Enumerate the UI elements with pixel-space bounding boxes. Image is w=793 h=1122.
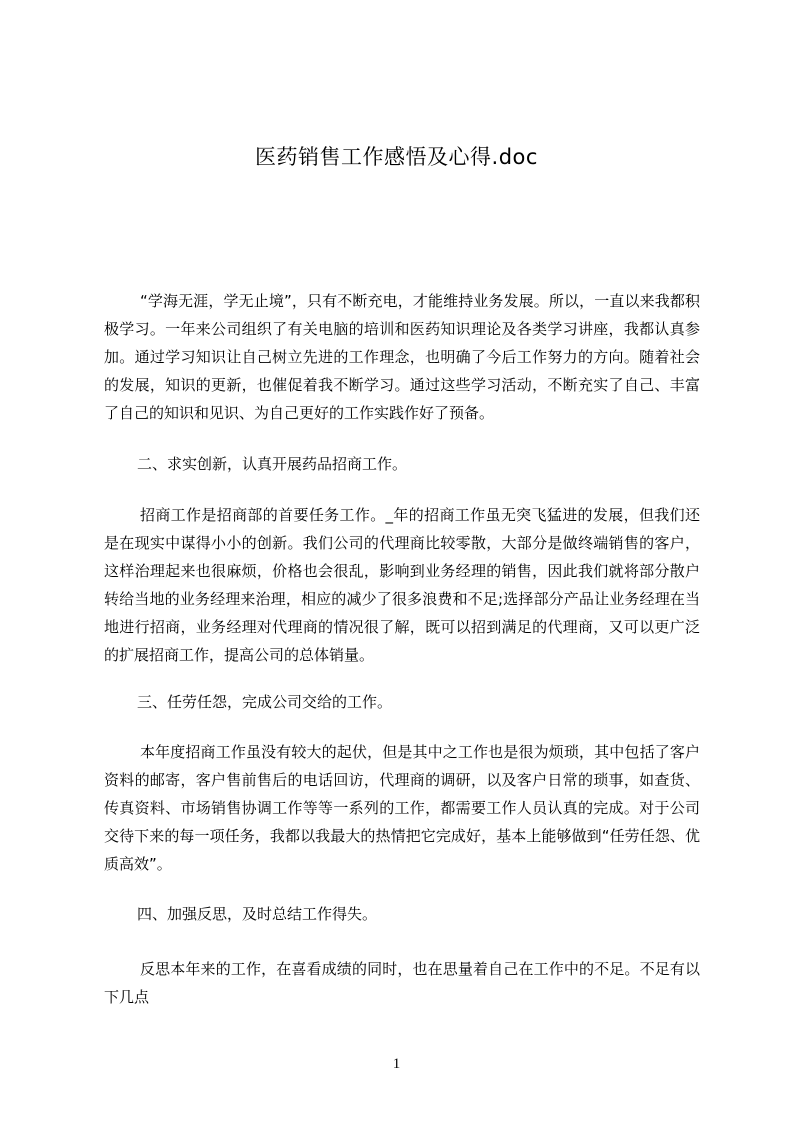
paragraph-investment-work: 招商工作是招商部的首要任务工作。_年的招商工作虽无突飞猛进的发展，但我们还是在现实中谋得小小的创新。我们公司的代理商比较零散，大部分是做终端销售的客户，这样治理起来也很麻烦，价格也会很乱，影响到业务经理的销售，因此我们就将部分散户转给当地的业务经理来治理，相应的减少了很多浪费和不足;选择部分产品让业务经理在当地进行招商，业务经理对代理商的情况很了解，既可以招到满足的代理商，又可以更广泛的扩展招商工作，提高公司的总体销量。 bbox=[104, 506, 700, 664]
page-number: 1 bbox=[392, 1056, 401, 1072]
paragraph-reflection: 反思本年来的工作，在喜看成绩的同时，也在思量着自己在工作中的不足。不足有以下几点 bbox=[104, 960, 700, 1006]
paragraph-learning: “学海无涯，学无止境”，只有不断充电，才能维持业务发展。所以，一直以来我都积极学习。一年来公司组织了有关电脑的培训和医药知识理论及各类学习讲座，我都认真参加。通过学习知识让自己树立先进的工作理念，也明确了今后工作努力的方向。随着社会的发展，知识的更新，也催促着我不断学习。通过这些学习活动，不断充实了自己、丰富了自己的知识和见识、为自己更好的工作实践作好了预备。 bbox=[104, 292, 700, 422]
paragraph-daily-work: 本年度招商工作虽没有较大的起伏，但是其中之工作也是很为烦琐，其中包括了客户资料的邮寄，客户售前售后的电话回访，代理商的调研，以及客户日常的琐事，如查货、传真资料、市场销售协调工作等等一系列的工作，都需要工作人员认真的完成。对于公司交待下来的每一项任务，我都以我最大的热情把它完成好，基本上能够做到“任劳任怨、优质高效”。 bbox=[104, 743, 700, 873]
section-heading-innovation: 二、求实创新，认真开展药品招商工作。 bbox=[137, 455, 408, 473]
document-title: 医药销售工作感悟及心得.doc bbox=[255, 145, 538, 169]
section-heading-reflection: 四、加强反思，及时总结工作得失。 bbox=[137, 905, 378, 923]
section-heading-diligence: 三、任劳任怨，完成公司交给的工作。 bbox=[137, 693, 393, 711]
